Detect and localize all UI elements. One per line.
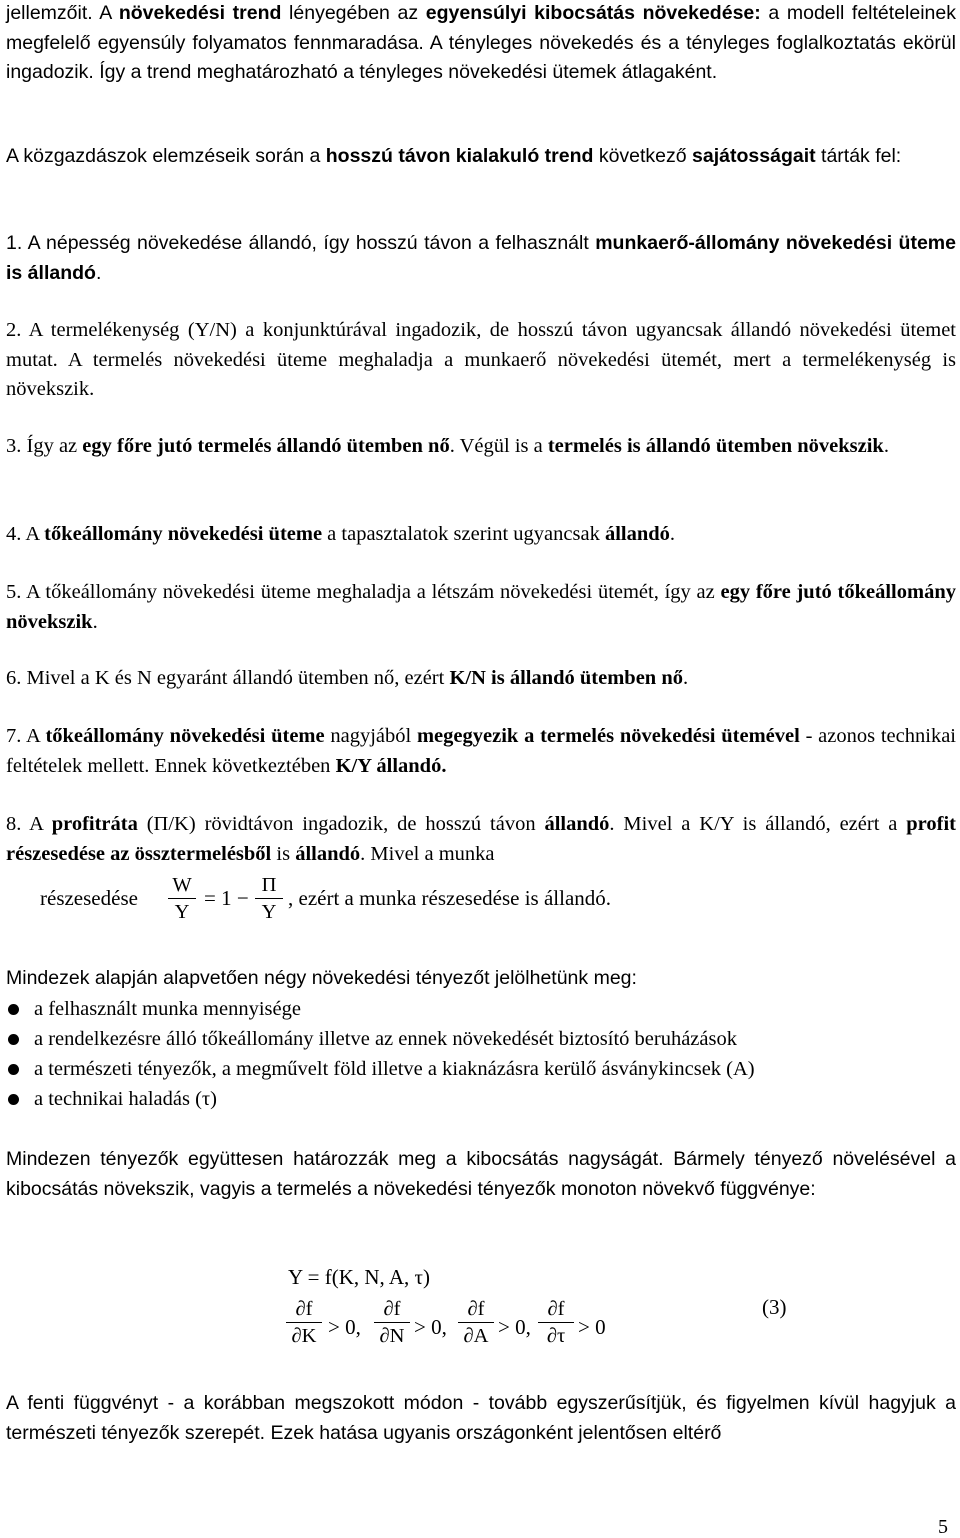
list-item-3 [6, 432, 956, 462]
page-number: 5 [938, 1516, 948, 1538]
list-item [0, 1024, 950, 1054]
paragraph-trend-properties [6, 142, 956, 172]
text-run: 3. Így az [6, 435, 83, 457]
text-run: Mindezen tényezők együttesen határozzák meg a kibocsátás nagyságát. Bármely tényező növelésével a kibocsátás növekszik, vagyis a termelés a növekedési tényezők monoton növekvő függvénye: [6, 1148, 956, 1200]
labor-share-tail: , ezért a munka részesedése is állandó. [288, 886, 612, 910]
greater-than-zero: > 0 [578, 1315, 606, 1339]
bold-run: állandó [295, 842, 361, 865]
text-run: 2. A termelékenység (Y/N) a konjunktúrával ingadozik, de hosszú távon ugyancsak állandó növekedési ütemet mutat. A termelés növekedési üteme meghaladja a munkaerő növekedési ütemét, mert a termelékenység is növekszik. [6, 319, 956, 400]
text-run: . [682, 667, 689, 689]
list-item [0, 994, 950, 1024]
bullet-text: a rendelkezésre álló tőkeállomány illetve az ennek növekedését biztosító beruházások [34, 1028, 737, 1050]
text-run: lényegében az [281, 2, 426, 24]
bold-run: K/N is állandó ütemben nő [449, 667, 683, 689]
fraction-denominator: Y [261, 901, 277, 923]
bullet-icon [8, 1034, 19, 1045]
fraction-denominator: ∂τ [546, 1325, 566, 1347]
text-run: . Mivel a munka [360, 842, 495, 865]
fraction-denominator: Y [174, 901, 190, 923]
fraction-numerator: ∂f [286, 1296, 322, 1323]
text-run: - azonos technikai feltételek mellett. Ennek következtében [6, 725, 956, 777]
fraction-denominator: ∂K [291, 1325, 317, 1347]
text-run: 6. Mivel a K és N egyaránt állandó ütemben nő, ezért [6, 667, 450, 689]
bullet-icon [8, 1004, 19, 1015]
text-run: a tapasztalatok szerint ugyancsak [322, 523, 605, 545]
fraction-numerator: Π [255, 872, 283, 899]
bold-run: profitráta [51, 813, 138, 835]
text-run: következő [593, 145, 693, 167]
bold-run: egyensúlyi kibocsátás növekedése: [425, 2, 761, 24]
fraction-numerator: W [168, 872, 196, 899]
fraction-pi-over-y [255, 872, 283, 925]
bold-run: egy főre jutó termelés állandó ütemben nő [82, 435, 450, 457]
growth-factor-list [0, 994, 950, 1114]
bold-run: állandó [544, 813, 610, 835]
text-run: (Π/K) rövidtávon ingadozik, de hosszú távon [137, 813, 545, 835]
partial-f-over-tau [538, 1296, 574, 1349]
list-item-1 [6, 229, 956, 288]
bold-run: munkaerő-állomány növekedési üteme is állandó [6, 232, 956, 284]
paragraph-production-function [6, 1145, 956, 1204]
paragraph-simplification [6, 1389, 956, 1448]
text-run: 7. A [6, 725, 46, 747]
text-run: is [271, 842, 296, 865]
fraction-denominator: ∂A [463, 1325, 489, 1347]
fraction-denominator: ∂N [379, 1325, 405, 1347]
bold-run: K/Y állandó. [335, 754, 447, 777]
fraction-numerator: ∂f [458, 1296, 494, 1323]
bold-run: profit részesedése az össztermelésből [6, 813, 957, 865]
equals-one-minus: = 1 − [204, 886, 249, 910]
text-run: 8. A [6, 813, 52, 835]
list-item-8 [6, 810, 956, 869]
partial-f-over-n [374, 1296, 410, 1349]
text-run: . [669, 523, 676, 545]
list-item-5 [6, 578, 956, 637]
fraction-numerator: ∂f [538, 1296, 574, 1323]
text-run: . [883, 435, 889, 457]
text-run: . [92, 610, 98, 633]
labor-share-lead: részesedése [40, 886, 138, 910]
bullet-text: a felhasznált munka mennyisége [34, 998, 301, 1020]
bold-run: termelés is állandó ütemben növekszik [547, 435, 884, 457]
formula-line-1: Y = f(K, N, A, τ) [288, 1265, 430, 1289]
bold-run: egy főre jutó tőkeállomány növekszik [6, 581, 956, 633]
bold-run: állandó [604, 523, 670, 545]
partial-f-over-k [286, 1296, 322, 1349]
partial-f-over-a [458, 1296, 494, 1349]
bold-run: tőkeállomány növekedési üteme [44, 523, 323, 545]
text-run: 1. A népesség növekedése állandó, így hosszú távon a felhasznált [6, 232, 596, 254]
bullet-text: a technikai haladás (τ) [34, 1088, 217, 1110]
fraction-numerator: ∂f [374, 1296, 410, 1323]
bold-run: hosszú távon kialakuló trend [325, 145, 594, 167]
bold-run: növekedési trend [118, 2, 282, 24]
list-item [0, 1084, 950, 1114]
text-run: tárták fel: [815, 145, 902, 167]
paragraph-trend-intro [6, 0, 956, 88]
greater-than-zero: > 0, [498, 1315, 531, 1339]
text-run: jellemzőit. A [6, 2, 119, 24]
fraction-w-over-y [168, 872, 196, 925]
greater-than-zero: > 0, [414, 1315, 447, 1339]
bold-run: tőkeállomány növekedési üteme [45, 725, 325, 747]
list-item-6 [6, 664, 956, 694]
list-item-7 [6, 722, 956, 781]
paragraph-growth-factors [6, 964, 956, 994]
text-run: . Végül is a [449, 435, 548, 457]
text-run: A fenti függvényt - a korábban megszokott módon - tovább egyszerűsítjük, és figyelmen kívül hagyjuk a természeti tényezők szerepét. Ezek hatása ugyanis országonként jelentősen eltérő [6, 1392, 956, 1444]
bold-run: sajátosságait [692, 145, 816, 167]
bullet-text: a természeti tényezők, a megművelt föld illetve a kiaknázásra kerülő ásványkincsek (A) [34, 1058, 755, 1080]
equation-number: (3) [762, 1295, 787, 1319]
text-run: nagyjából [324, 725, 417, 747]
bullet-icon [8, 1094, 19, 1105]
text-run: 4. A [6, 523, 45, 545]
bullet-icon [8, 1064, 19, 1075]
list-item-2 [6, 316, 956, 405]
text-run: 5. A tőkeállomány növekedési üteme meghaladja a létszám növekedési ütemét, így az [6, 581, 721, 603]
greater-than-zero: > 0, [328, 1315, 361, 1339]
text-run: a modell feltételeinek megfelelő egyensúly folyamatos fennmaradása. A tényleges növekedés és a tényleges foglalkoztatás ekörül ingadozik. Így a trend meghatározható a tényleges növekedési ütemek átlagaként. [6, 2, 956, 83]
list-item [0, 1054, 950, 1084]
text-run: Mindezek alapján alapvetően négy növekedési tényezőt jelölhetünk meg: [6, 967, 637, 989]
text-run: A közgazdászok elemzéseik során a [6, 145, 326, 167]
bold-run: megegyezik a termelés növekedési ütemével [416, 725, 800, 747]
text-run: . Mivel a K/Y is állandó, ezért a [609, 813, 907, 835]
list-item-4 [6, 520, 956, 550]
text-run: . [95, 261, 102, 284]
